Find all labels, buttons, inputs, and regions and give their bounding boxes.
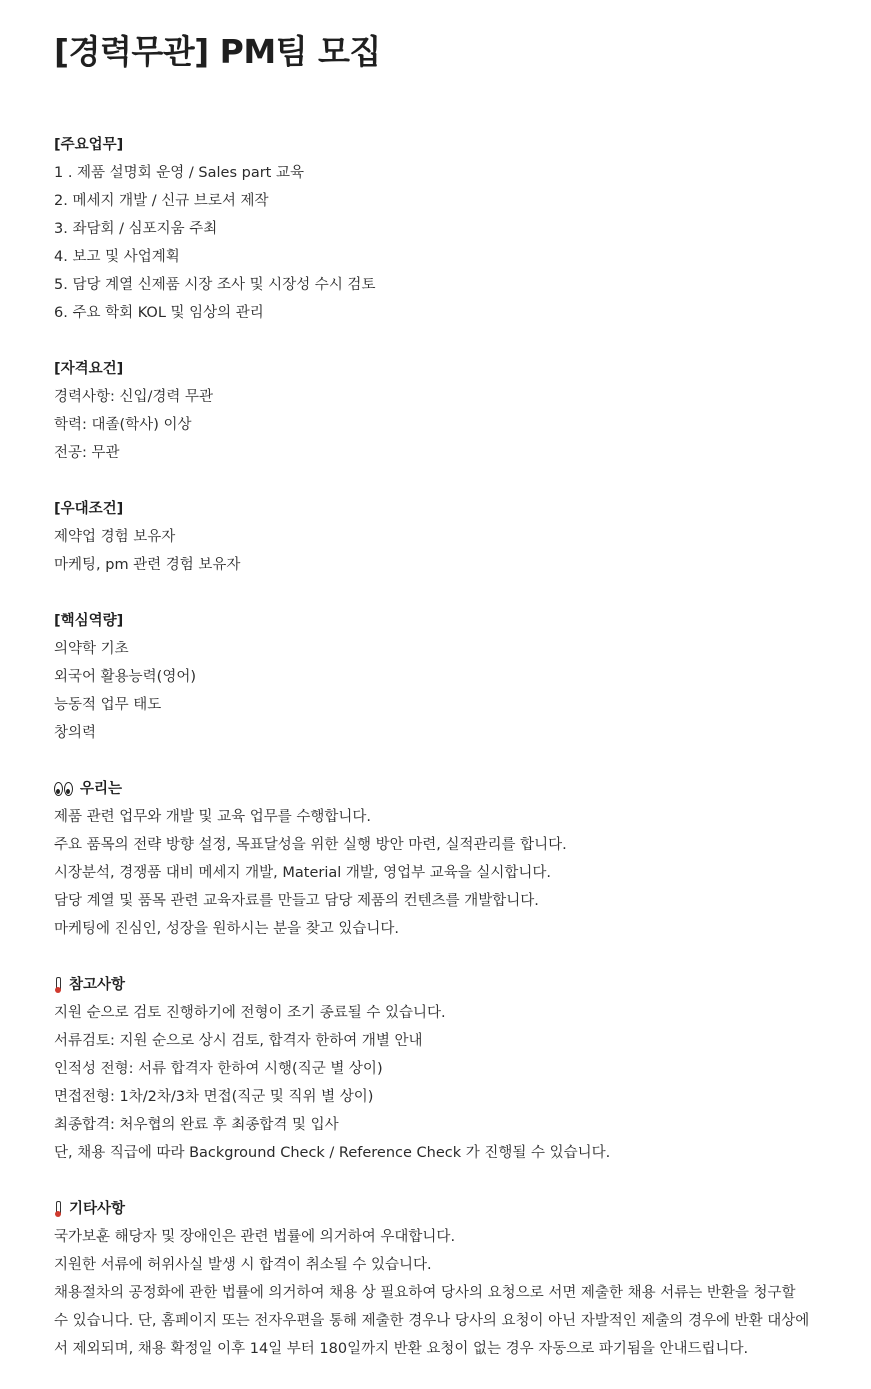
list-item: 제품 관련 업무와 개발 및 교육 업무를 수행합니다. bbox=[54, 809, 372, 825]
section-heading-row bbox=[54, 775, 811, 803]
thermometer-icon bbox=[55, 1201, 61, 1217]
list-item: 능동적 업무 태도 bbox=[54, 697, 162, 713]
list-item: 3. 좌담회 / 심포지움 주최 bbox=[54, 221, 218, 237]
section-heading: 기타사항 bbox=[69, 1201, 126, 1217]
section-heading: [자격요건] bbox=[54, 361, 124, 377]
list-item: 국가보훈 해당자 및 장애인은 관련 법률에 의거하여 우대합니다. bbox=[54, 1229, 456, 1245]
list-item: 창의력 bbox=[54, 725, 97, 741]
list-item: 주요 품목의 전략 방향 설정, 목표달성을 위한 실행 방안 마련, 실적관리를 합니다. bbox=[54, 837, 567, 853]
section-heading: 우리는 bbox=[80, 781, 123, 797]
list-item: 의약학 기초 bbox=[54, 641, 129, 657]
list-item: 담당 계열 및 품목 관련 교육자료를 만들고 담당 제품의 컨텐츠를 개발합니다. bbox=[54, 893, 539, 909]
list-item: 지원한 서류에 허위사실 발생 시 합격이 취소될 수 있습니다. bbox=[54, 1257, 432, 1273]
thermometer-icon bbox=[55, 977, 61, 993]
list-item: 마케팅에 진심인, 성장을 원하시는 분을 찾고 있습니다. bbox=[54, 921, 400, 937]
posting-content bbox=[54, 131, 811, 1363]
paragraph: 채용절차의 공정화에 관한 법률에 의거하여 채용 상 필요하여 당사의 요청으로 서면 제출한 채용 서류는 반환을 청구할 수 있습니다. 단, 홈페이지 또는 전자우편을 통해 제출한 경우나 당사의 요청이 아닌 자발적인 제출의 경우에 반환 대상에서 제외되며, 채용 확정일 이후 14일 부터 180일까지 반환 요청이 없는 경우 자동으로 파기됨을 안내드립니다. bbox=[54, 1285, 810, 1357]
section-duties bbox=[54, 131, 811, 327]
list-item: 최종합격: 처우협의 완료 후 최종합격 및 입사 bbox=[54, 1117, 339, 1133]
page-title: [경력무관] PM팀 모집 bbox=[54, 32, 381, 71]
list-item: 전공: 무관 bbox=[54, 445, 120, 461]
list-item: 5. 담당 계열 신제품 시장 조사 및 시장성 수시 검토 bbox=[54, 277, 376, 293]
list-item: 인적성 전형: 서류 합격자 한하여 시행(직군 별 상이) bbox=[54, 1061, 383, 1077]
section-heading-row bbox=[54, 1195, 811, 1223]
list-item: 6. 주요 학회 KOL 및 임상의 관리 bbox=[54, 305, 264, 321]
list-item: 제약업 경험 보유자 bbox=[54, 529, 176, 545]
section-notes bbox=[54, 971, 811, 1167]
section-competencies bbox=[54, 607, 811, 747]
list-item: 단, 채용 직급에 따라 Background Check / Reference Check 가 진행될 수 있습니다. bbox=[54, 1145, 611, 1161]
list-item: 2. 메세지 개발 / 신규 브로셔 제작 bbox=[54, 193, 269, 209]
list-item: 학력: 대졸(학사) 이상 bbox=[54, 417, 192, 433]
list-item: 지원 순으로 검토 진행하기에 전형이 조기 종료될 수 있습니다. bbox=[54, 1005, 446, 1021]
section-preferred bbox=[54, 495, 811, 579]
section-heading: 참고사항 bbox=[69, 977, 126, 993]
list-item: 외국어 활용능력(영어) bbox=[54, 669, 196, 685]
section-heading: [우대조건] bbox=[54, 501, 124, 517]
section-requirements bbox=[54, 355, 811, 467]
list-item: 마케팅, pm 관련 경험 보유자 bbox=[54, 557, 241, 573]
list-item: 4. 보고 및 사업계획 bbox=[54, 249, 180, 265]
list-item: 면접전형: 1차/2차/3차 면접(직군 및 직위 별 상이) bbox=[54, 1089, 374, 1105]
section-heading: [핵심역량] bbox=[54, 613, 124, 629]
section-heading-row bbox=[54, 971, 811, 999]
section-heading: [주요업무] bbox=[54, 137, 124, 153]
list-item: 경력사항: 신입/경력 무관 bbox=[54, 389, 214, 405]
eyes-icon bbox=[54, 782, 73, 796]
list-item: 1 . 제품 설명회 운영 / Sales part 교육 bbox=[54, 165, 304, 181]
section-other bbox=[54, 1195, 811, 1363]
list-item: 시장분석, 경쟁품 대비 메세지 개발, Material 개발, 영업부 교육을 실시합니다. bbox=[54, 865, 552, 881]
list-item: 서류검토: 지원 순으로 상시 검토, 합격자 한하여 개별 안내 bbox=[54, 1033, 423, 1049]
section-about bbox=[54, 775, 811, 943]
